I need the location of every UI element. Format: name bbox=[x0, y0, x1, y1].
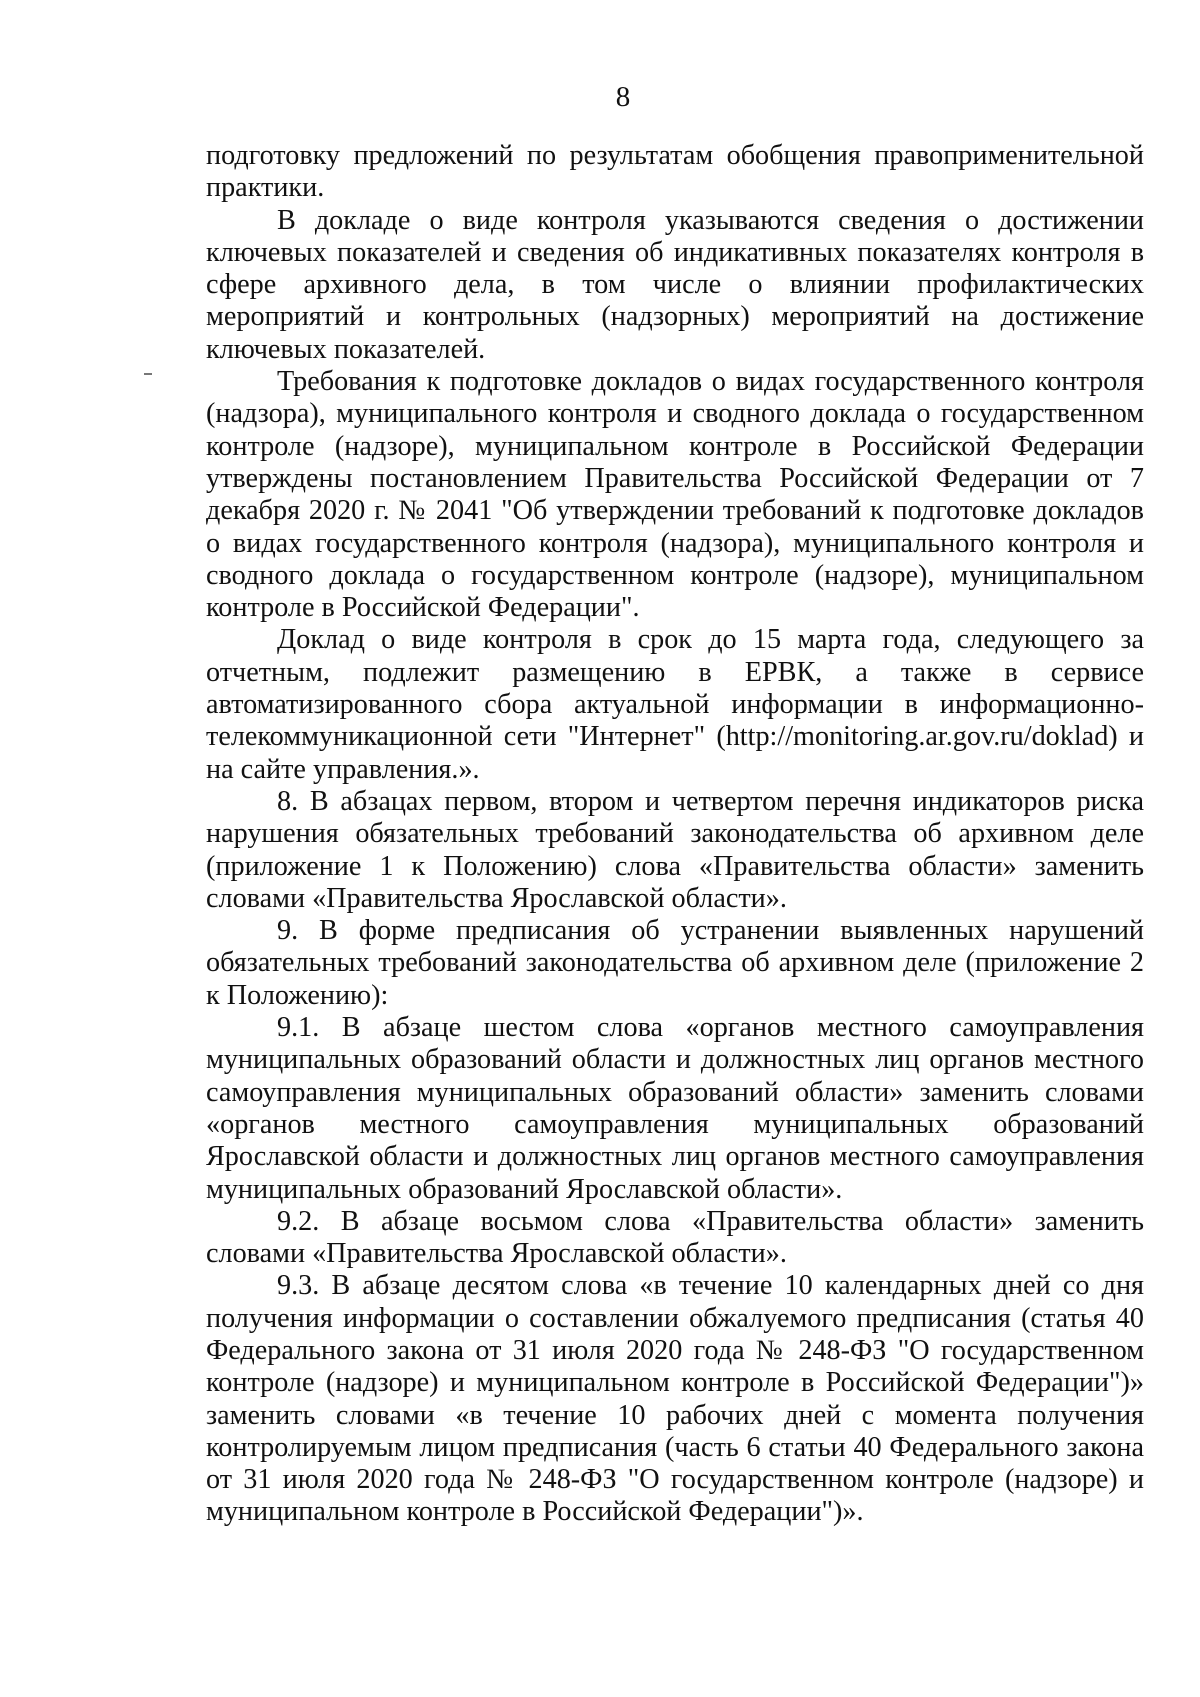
margin-mark bbox=[144, 373, 152, 375]
paragraph-item-9-2: 9.2. В абзаце восьмом слова «Правительства области» заменить словами «Правительства Ярославской области». bbox=[206, 1205, 1144, 1270]
paragraph-report-requirements: Требования к подготовке докладов о видах государственного контроля (надзора), муниципального контроля и сводного доклада о государственном контроле (надзоре), муниципальном контроле в Российской Федерации утверждены постановлением Правительства Российской Федерации от 7 декабря 2020 г. № 2041 "Об утверждении требований к подготовке докладов о видах государственного контроля (надзора), муниципального контроля и сводного доклада о государственном контроле (надзоре), муниципальном контроле в Российской Федерации". bbox=[206, 366, 1144, 624]
page-number: 8 bbox=[615, 81, 631, 113]
paragraph-continuation: подготовку предложений по результатам обобщения правоприменительной практики. bbox=[206, 140, 1144, 204]
paragraph-item-9: 9. В форме предписания об устранении выявленных нарушений обязательных требований законодательства об архивном деле (приложение 2 к Положению): bbox=[206, 915, 1144, 1011]
paragraph-report-content: В докладе о виде контроля указываются сведения о достижении ключевых показателей и сведения об индикативных показателях контроля в сфере архивного дела, в том числе о влиянии профилактических мероприятий и контрольных (надзорных) мероприятий на достижение ключевых показателей. bbox=[206, 204, 1144, 365]
paragraph-item-8: 8. В абзацах первом, втором и четвертом перечня индикаторов риска нарушения обязательных требований законодательства об архивном деле (приложение 1 к Положению) слова «Правительства области» заменить словами «Правительства Ярославской области». bbox=[206, 785, 1144, 914]
paragraph-item-9-3: 9.3. В абзаце десятом слова «в течение 10 календарных дней со дня получения информации о составлении обжалуемого предписания (статья 40 Федерального закона от 31 июля 2020 года № 248-ФЗ "О государственном контроле (надзоре) и муниципальном контроле в Российской Федерации")» заменить словами «в течение 10 рабочих дней с момента получения контролируемым лицом предписания (часть 6 статьи 40 Федерального закона от 31 июля 2020 года № 248-ФЗ "О государственном контроле (надзоре) и муниципальном контроле в Российской Федерации")». bbox=[206, 1270, 1144, 1528]
paragraph-item-9-1: 9.1. В абзаце шестом слова «органов местного самоуправления муниципальных образований области и должностных лиц органов местного самоуправления муниципальных образований области» заменить словами «органов местного самоуправления муниципальных образований Ярославской области и должностных лиц органов местного самоуправления муниципальных образований Ярославской области». bbox=[206, 1012, 1144, 1205]
document-body bbox=[206, 140, 1144, 1529]
paragraph-report-publication: Доклад о виде контроля в срок до 15 марта года, следующего за отчетным, подлежит размещению в ЕРВК, а также в сервисе автоматизированного сбора актуальной информации в информационно-телекоммуникационной сети "Интернет" (http://monitoring.ar.gov.ru/doklad) и на сайте управления.». bbox=[206, 624, 1144, 785]
